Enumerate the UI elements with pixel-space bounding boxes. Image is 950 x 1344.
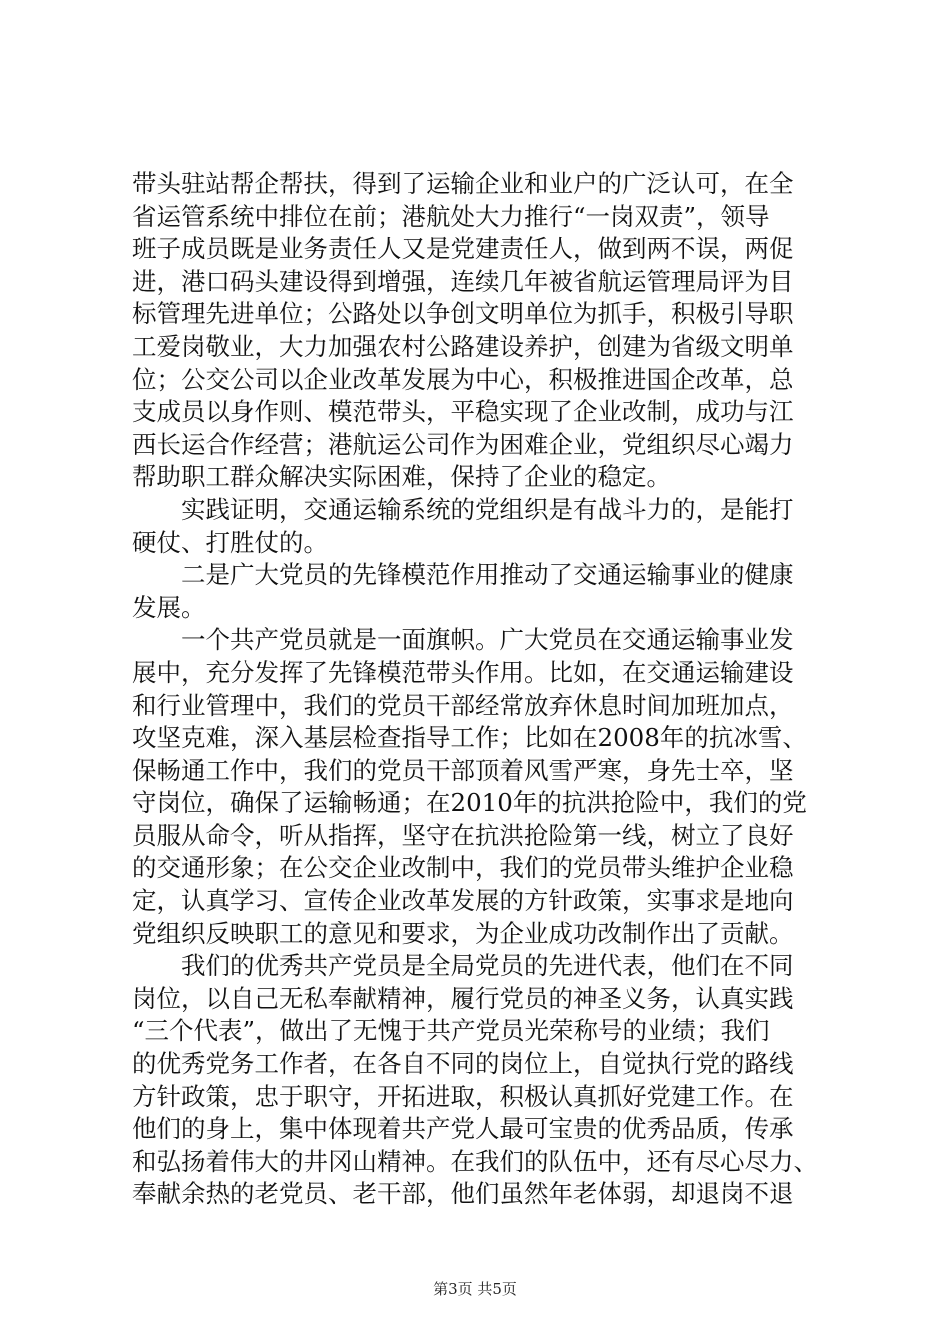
text-line: 一个共产党员就是一面旗帜。广大党员在交通运输事业发 xyxy=(132,625,794,655)
text-line: 的优秀党务工作者，在各自不同的岗位上，自觉执行党的路线 xyxy=(132,1049,794,1079)
text-line: 和行业管理中，我们的党员干部经常放弃休息时间加班加点， xyxy=(132,690,794,720)
text-line: 和弘扬着伟大的井冈山精神。在我们的队伍中，还有尽心尽力、 xyxy=(132,1146,818,1176)
body-text xyxy=(132,168,822,1211)
text-line: 定，认真学习、宣传企业改革发展的方针政策，实事求是地向 xyxy=(132,886,794,916)
text-line: 西长运合作经营；港航运公司作为困难企业，党组织尽心竭力 xyxy=(132,429,794,459)
text-line: 我们的优秀共产党员是全局党员的先进代表，他们在不同 xyxy=(132,951,794,981)
text-line: 发展。 xyxy=(132,592,206,622)
text-line: 奉献余热的老党员、老干部，他们虽然年老体弱，却退岗不退 xyxy=(132,1179,794,1209)
text-line: 工爱岗敬业，大力加强农村公路建设养护，创建为省级文明单 xyxy=(132,331,794,361)
page-number-label: 第3页 共5页 xyxy=(433,1280,517,1298)
page-footer xyxy=(0,1278,950,1299)
text-line: 二是广大党员的先锋模范作用推动了交通运输事业的健康 xyxy=(132,560,794,590)
text-line: 保畅通工作中，我们的党员干部顶着风雪严寒，身先士卒，坚 xyxy=(132,755,794,785)
text-line: 守岗位，确保了运输畅通；在2010年的抗洪抢险中，我们的党 xyxy=(132,788,807,818)
text-line: 进，港口码头建设得到增强，连续几年被省航运管理局评为目 xyxy=(132,266,794,296)
text-line: 帮助职工群众解决实际困难，保持了企业的稳定。 xyxy=(132,462,671,492)
text-line: 他们的身上，集中体现着共产党人最可宝贵的优秀品质，传承 xyxy=(132,1114,794,1144)
text-line: 硬仗、打胜仗的。 xyxy=(132,527,328,557)
text-line: 位；公交公司以企业改革发展为中心，积极推进国企改革，总 xyxy=(132,364,794,394)
text-line: 岗位，以自己无私奉献精神，履行党员的神圣义务，认真实践 xyxy=(132,983,794,1013)
text-line: 实践证明，交通运输系统的党组织是有战斗力的，是能打 xyxy=(132,494,794,524)
text-line: 党组织反映职工的意见和要求，为企业成功改制作出了贡献。 xyxy=(132,918,794,948)
text-line: 员服从命令，听从指挥，坚守在抗洪抢险第一线，树立了良好 xyxy=(132,820,794,850)
text-line: 攻坚克难，深入基层检查指导工作；比如在2008年的抗冰雪、 xyxy=(132,723,807,753)
text-line: 班子成员既是业务责任人又是党建责任人，做到两不误，两促 xyxy=(132,234,794,264)
text-line: 支成员以身作则、模范带头，平稳实现了企业改制，成功与江 xyxy=(132,397,794,427)
text-line: 标管理先进单位；公路处以争创文明单位为抓手，积极引导职 xyxy=(132,299,794,329)
text-line: “三个代表”，做出了无愧于共产党员光荣称号的业绩；我们 xyxy=(132,1016,770,1046)
text-line: 省运管系统中排位在前；港航处大力推行“一岗双责”，领导 xyxy=(132,201,770,231)
text-line: 的交通形象；在公交企业改制中，我们的党员带头维护企业稳 xyxy=(132,853,794,883)
text-line: 带头驻站帮企帮扶，得到了运输企业和业户的广泛认可，在全 xyxy=(132,169,794,198)
text-line: 方针政策，忠于职守，开拓进取，积极认真抓好党建工作。在 xyxy=(132,1081,794,1111)
text-line: 展中，充分发挥了先锋模范带头作用。比如，在交通运输建设 xyxy=(132,657,794,687)
